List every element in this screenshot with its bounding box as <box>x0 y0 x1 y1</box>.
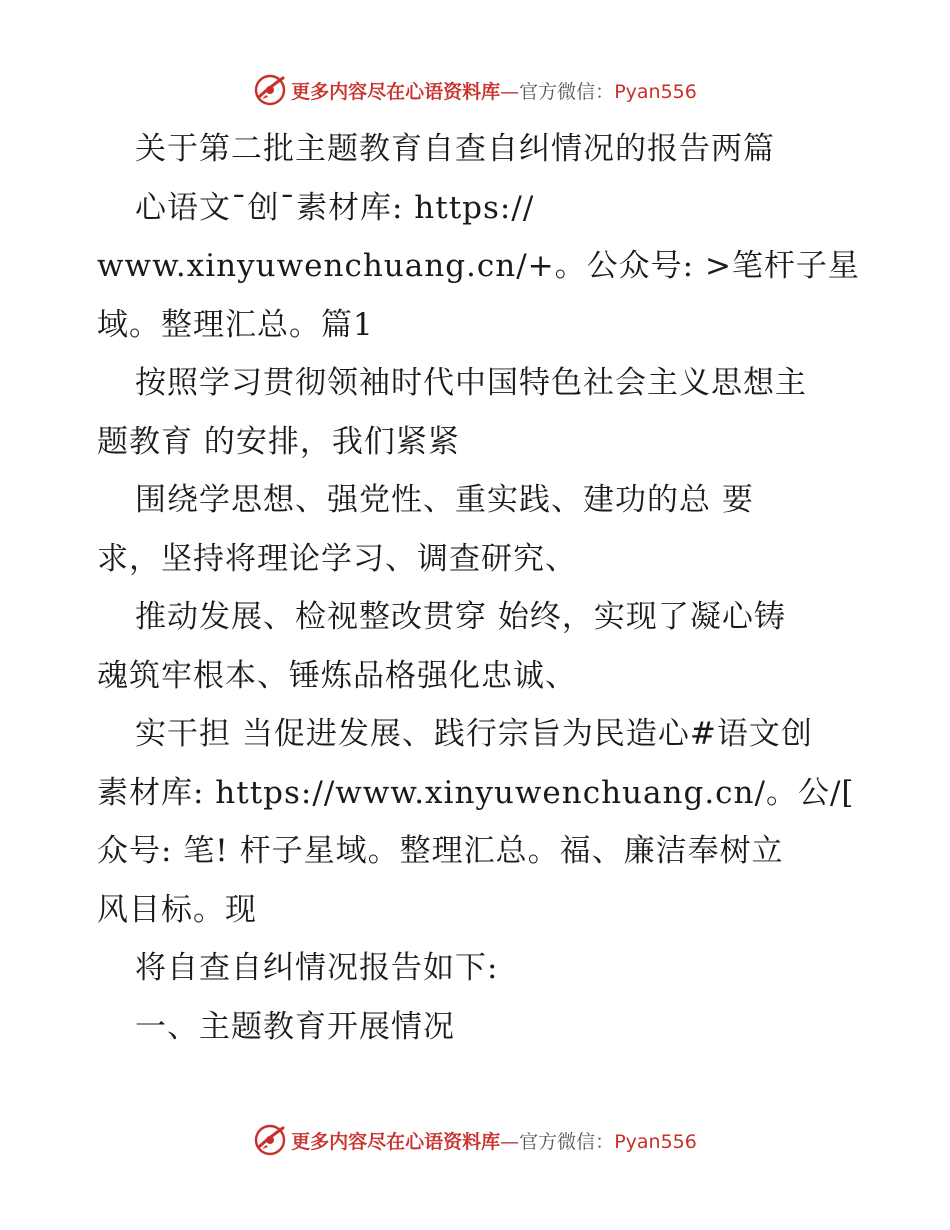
text-line: 域。整理汇总。篇1 <box>97 306 374 343</box>
banner-dash: — <box>500 80 520 103</box>
banner-brand: 更多内容尽在心语资料库 <box>291 1130 501 1153</box>
text-line: 按照学习贯彻领袖时代中国特色社会主义思想主 <box>135 365 807 401</box>
footer-banner <box>0 1120 950 1160</box>
text-line: 将自查自纠情况报告如下: <box>135 950 499 986</box>
text-line: 实干担 当促进发展、践行宗旨为民造心#语文创 <box>135 716 813 752</box>
text-line: 推动发展、检视整改贯穿 始终，实现了凝心铸 <box>135 599 786 635</box>
text-line: 围绕学思想、强党性、重实践、建功的总 要 <box>135 482 754 518</box>
text-line: 心语文¯创¯素材库: https:// <box>135 189 535 226</box>
pen-circle-logo-icon <box>253 73 287 107</box>
section-heading: 一、主题教育开展情况 <box>135 1008 455 1045</box>
banner-brand: 更多内容尽在心语资料库 <box>291 80 501 103</box>
text-line: 风目标。现 <box>97 891 257 928</box>
text-line: 求，坚持将理论学习、调查研究、 <box>97 540 577 577</box>
text-line: 素材库: https://www.xinyuwenchuang.cn/。公/[ <box>97 774 855 811</box>
banner-text <box>291 1127 697 1154</box>
banner-text <box>291 77 697 104</box>
pen-circle-logo-icon <box>253 1123 287 1157</box>
header-banner <box>0 70 950 110</box>
document-body <box>97 120 860 1056</box>
banner-account: Pyan556 <box>614 1130 697 1153</box>
text-line: 题教育 的安排，我们紧紧 <box>97 423 460 460</box>
banner-dash: — <box>500 1130 520 1153</box>
text-line: 众号: 笔! 杆子星域。整理汇总。福、廉洁奉树立 <box>97 833 784 869</box>
text-line: www.xinyuwenchuang.cn/+。公众号: >笔杆子星 <box>97 248 860 284</box>
banner-official-label: 官方微信： <box>519 1130 615 1153</box>
banner-official-label: 官方微信： <box>519 80 615 103</box>
document-title: 关于第二批主题教育自查自纠情况的报告两篇 <box>135 131 775 167</box>
banner-account: Pyan556 <box>614 80 697 103</box>
text-line: 魂筑牢根本、锤炼品格强化忠诚、 <box>97 657 577 694</box>
